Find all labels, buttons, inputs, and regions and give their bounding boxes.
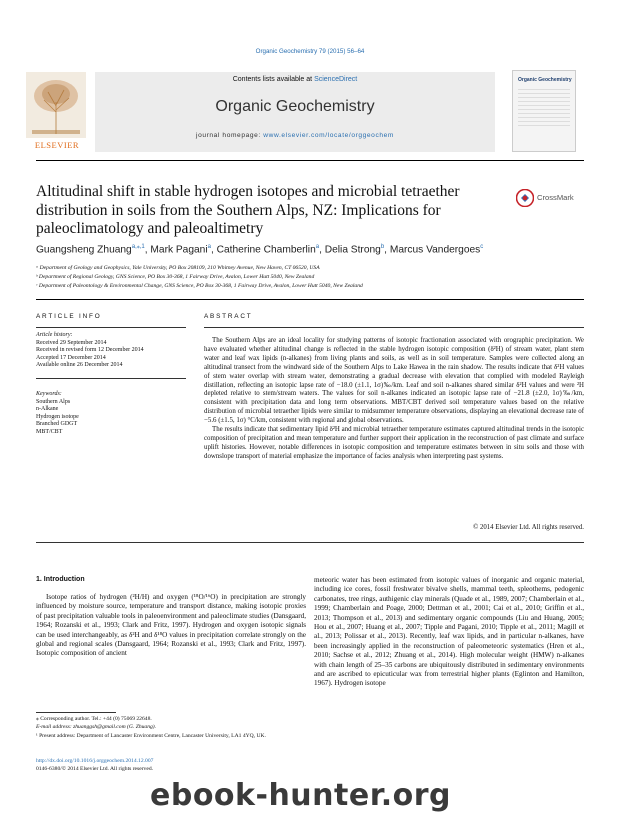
cover-lines (518, 89, 570, 129)
keyword: Hydrogen isotope (36, 413, 79, 420)
journal-homepage: journal homepage: www.elsevier.com/locate/orggeochem (196, 132, 394, 139)
article-history (36, 332, 186, 370)
article-info-heading: ARTICLE INFO (36, 313, 102, 320)
abstract-paragraph: The Southern Alps are an ideal locality for studying patterns of isotopic fractionation associated with orographic precipitation. We have evaluated whether altitudinal change is reflected in the stable hydrogen isotopic composition (δ²H) of stream water, plant stem water and leaf wax lipids (n-alkanes) from living plants and soils, as well as in soil temperature. Samples were collected along an altitudinal transect from the windward side of the Southern Alps to Lake Hawea in the rain shadow. The results indicate that δ²H values of stem water overlap with stream water, demonstrating a gradual decrease with elevation that complied with modeled Rayleigh distillation, reflecting an isotopic lapse rate of −18.0 (±1.1, 1σ)‰/km. Leaf and soil n-alkanes shared similar δ²H values and were ²H depleted relative to stem/stream waters. The values for soil n-alkanes indicated an isotopic lapse rate of −21.8 (±2.0, 1σ)‰/km, consistent with precipitation data and long term observations. MBT/CBT derived soil temperature values based on the relative distribution of microbial tetraether lipids were similar to midsummer temperature observations, displaying an elevational decrease rate of −5.6 (±1.5, 1σ) °C/km, consistent with regional and global observations. (204, 337, 584, 425)
abstract-heading: ABSTRACT (204, 313, 253, 320)
issn-line: 0146-6380/© 2014 Elsevier Ltd. All rights reserved. (36, 766, 154, 772)
footnote-corresponding: ⁎ Corresponding author. Tel.: +44 (0) 75069 22648. (36, 716, 152, 722)
abstract-bottom-rule (36, 542, 584, 543)
author-list: Guangsheng Zhuang$^{a,⁎,1}$, Mark Pagani$^a$, Catherine Chamberlin$^a$, Delia Strong$^b$, Marcus Vandergoes$^c$ (36, 244, 484, 256)
abstract-paragraph: The results indicate that sedimentary lipid δ²H and microbial tetraether temperature estimates captured altitudinal trends in the isotopic composition of precipitation and mean temperature and further support their application in the reconstruction of past climate and surface uplift histories. However, notable differences in isotopic composition and temperature estimates between in situ soils and those with downslope transport of material emphasize the importance of facies analysis when interpreting past systems. (204, 426, 584, 460)
section-heading: 1. Introduction (36, 576, 85, 583)
affiliation-c: ᶜ Department of Paleontology & Environmental Change, GNS Science, PO Box 30-368, 1 Fairway Drive, Avalon, Lower Hutt 5040, New Zealand (36, 283, 363, 289)
author[interactable]: Delia Strong (324, 244, 381, 256)
copyright: © 2014 Elsevier Ltd. All rights reserved. (473, 524, 584, 531)
article-title: Altitudinal shift in stable hydrogen isotopes and microbial tetraether distribution in soils from the Southern Alps, NZ: Implications for paleoclimatology and paleoaltimetry (36, 183, 460, 237)
history-item: Accepted 17 December 2014 (36, 354, 106, 361)
sciencedirect-link[interactable]: ScienceDirect (314, 76, 358, 83)
affiliation-rule (36, 299, 584, 300)
keyword: Southern Alps (36, 398, 71, 405)
contents-line: Contents lists available at ScienceDirect (232, 76, 358, 83)
history-item: Received 29 September 2014 (36, 339, 107, 346)
elsevier-wordmark: ELSEVIER (34, 140, 80, 150)
keywords-rule (36, 378, 186, 379)
journal-cover-thumbnail (512, 70, 576, 152)
footnote-email[interactable]: E-mail address: zhuanggsh@gmail.com (G. Zhuang). (36, 724, 157, 730)
body-paragraph: meteoric water has been estimated from isotopic values of inorganic and organic material, including ice cores, fossil freshwater bivalve shells, mammal teeth, spleothems, pedogenic carbonates, tree rings, authigenic clay minerals (Quade et al., 1989, 2007; Chamberlain et al., 1999; Chamberlain and Poage, 2000; Dettman et al., 2001; Cai et al., 2010; Griffin et al., 2013; Thompson et al., 2013) and sedimentary organic compounds (Liu and Huang, 2005; Hou et al., 2007; Huang et al., 2007; Tipple and Pagani, 2010; Tipple et al., 2011; Magill et al., 2013; Polissar et al., 2013). Recently, leaf wax lipids, and in particular n-alkanes, have been increasingly applied in the reconstruction of paleometeoric systematics (Hren et al., 2010; Sachse et al., 2012; Zhuang et al., 2014). High molecular weight (HMW) n-alkanes with chain length of 25–35 carbons are ubiquitously distributed in sedimentary environments and are ascribed to epicuticular wax from terrestrial higher plants (Eglinton and Hamilton, 1967). Hydrogen isotope (314, 576, 584, 688)
author[interactable]: Catherine Chamberlin (216, 244, 316, 256)
header-rule (36, 160, 584, 161)
watermark-text: ebook-hunter.org (150, 778, 451, 813)
body-paragraph: Isotope ratios of hydrogen (²H/H) and oxygen (¹⁸O/¹⁶O) in precipitation are strongly influenced by moisture source, temperature and transport distance, making isotopic proxies of past precipitation valuable tools in paleoenvironment and paleoclimate studies (Dansgaard, 1964; Rozanski et al., 1993; Clark and Fritz, 1997). Hydrogen and oxygen isotopic signals can be used interchangeably, as δ²H and δ¹⁸O values in precipitation correlate strongly on the global and regional scales (Dansgaard, 1964; Rozanski et al., 1993; Clark and Fritz, 1997). Isotopic composition of ancient (36, 593, 306, 658)
keyword: n-Alkane (36, 406, 59, 413)
cover-title: Organic Geochemistry (518, 77, 572, 83)
homepage-link[interactable]: www.elsevier.com/locate/orggeochem (263, 132, 394, 139)
author[interactable]: Guangsheng Zhuang (36, 244, 132, 256)
keywords-label: Keywords: (36, 391, 62, 397)
keyword: Branched GDGT (36, 421, 78, 428)
doi-link[interactable]: http://dx.doi.org/10.1016/j.orggeochem.2014.12.007 (36, 758, 154, 764)
keyword: MBT/CBT (36, 428, 63, 435)
crossmark-label: CrossMark (537, 193, 574, 202)
intro-left-column (36, 593, 306, 659)
history-label: Article history: (36, 332, 73, 338)
history-item: Received in revised form 12 December 2014 (36, 347, 144, 354)
crossmark-icon (516, 189, 534, 207)
crossmark-button[interactable] (516, 189, 596, 209)
abstract-body (204, 337, 584, 462)
author[interactable]: Mark Pagani (150, 244, 208, 256)
journal-name: Organic Geochemistry (215, 98, 375, 115)
affiliation-a: ᵃ Department of Geology and Geophysics, Yale University, PO Box 208109, 210 Whitney Avenue, New Haven, CT 06520, USA (36, 265, 320, 271)
author[interactable]: Marcus Vandergoes (389, 244, 481, 256)
journal-citation[interactable]: Organic Geochemistry 79 (2015) 56–64 (255, 48, 365, 55)
article-info-rule (36, 327, 186, 328)
history-item: Available online 26 December 2014 (36, 362, 123, 369)
keywords (36, 391, 186, 437)
affiliation-b: ᵇ Department of Regional Geology, GNS Science, PO Box 30-368, 1 Fairway Drive, Avalon, Lower Hutt 5040, New Zealand (36, 274, 315, 280)
intro-right-column (314, 576, 584, 689)
footnote-rule (36, 712, 116, 713)
abstract-rule (204, 327, 584, 328)
footnote-present-address: ¹ Present address: Department of Lancaster Environment Centre, Lancaster University, LA1 4YQ, UK. (36, 733, 266, 739)
